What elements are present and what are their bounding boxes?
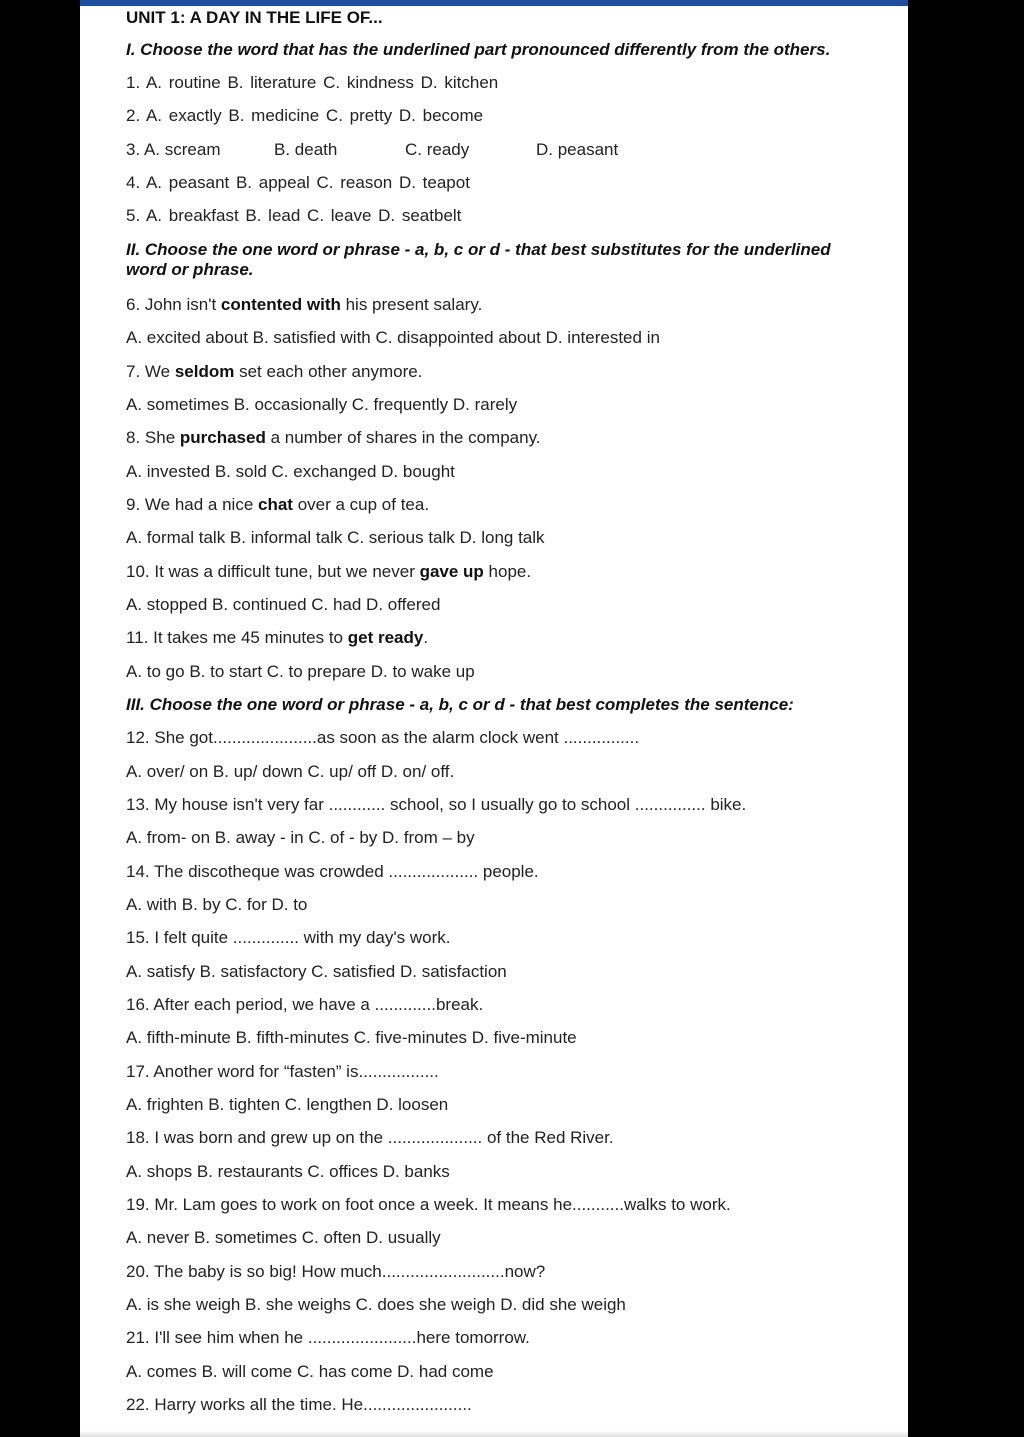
q10-key-phrase: gave up xyxy=(419,562,484,581)
q10-text-before: 10. It was a difficult tune, but we never xyxy=(126,562,420,581)
q8-key-phrase: purchased xyxy=(179,428,266,447)
q7-key-phrase: seldom xyxy=(174,362,235,381)
q3-option-d: D. peasant xyxy=(536,140,619,159)
answers-20: A. is she weigh B. she weighs C. does she weigh D. did she weigh xyxy=(126,1295,626,1314)
q6-text-after: his present salary. xyxy=(340,295,483,314)
answers-15: A. satisfy B. satisfactory C. satisfied D. satisfaction xyxy=(126,962,507,981)
question-22: 22. Harry works all the time. He....................... xyxy=(126,1395,472,1414)
q10-text-after: hope. xyxy=(483,562,532,581)
question-21: 21. I'll see him when he .......................here tomorrow. xyxy=(126,1328,530,1347)
answers-19: A. never B. sometimes C. often D. usually xyxy=(126,1228,441,1247)
q8-text-after: a number of shares in the company. xyxy=(265,428,541,447)
answers-18: A. shops B. restaurants C. offices D. banks xyxy=(126,1162,450,1181)
question-1: 1. A. routine B. literature C. kindness D. kitchen xyxy=(126,73,499,92)
question-8 xyxy=(126,428,541,448)
answers-12: A. over/ on B. up/ down C. up/ off D. on/ off. xyxy=(126,762,455,781)
answers-21: A. comes B. will come C. has come D. had come xyxy=(126,1362,494,1381)
answers-11: A. to go B. to start C. to prepare D. to wake up xyxy=(126,662,475,681)
question-10 xyxy=(126,562,531,582)
section-3-heading: III. Choose the one word or phrase - a, b, c or d - that best completes the sentence: xyxy=(126,695,794,714)
section-2-heading-line1: II. Choose the one word or phrase - a, b, c or d - that best substitutes for the underlined xyxy=(126,240,831,259)
question-12: 12. She got......................as soon as the alarm clock went ................ xyxy=(126,728,640,747)
q11-key-phrase: get ready xyxy=(347,628,424,647)
q3-option-a: 3. A. scream xyxy=(126,140,221,159)
q11-text-after: . xyxy=(423,628,429,647)
q3-option-c: C. ready xyxy=(405,140,470,159)
q6-key-phrase: contented with xyxy=(220,295,341,314)
question-17: 17. Another word for “fasten” is................. xyxy=(126,1062,439,1081)
q6-text-before: 6. John isn't xyxy=(126,295,221,314)
section-2-heading xyxy=(126,240,846,280)
question-3 xyxy=(126,140,618,160)
unit-title: UNIT 1: A DAY IN THE LIFE OF... xyxy=(126,8,383,27)
question-20: 20. The baby is so big! How much..........................now? xyxy=(126,1262,546,1281)
question-9 xyxy=(126,495,429,515)
answers-13: A. from- on B. away - in C. of - by D. from – by xyxy=(126,828,475,847)
answers-14: A. with B. by C. for D. to xyxy=(126,895,308,914)
question-15: 15. I felt quite .............. with my day's work. xyxy=(126,928,451,947)
answers-7: A. sometimes B. occasionally C. frequently D. rarely xyxy=(126,395,518,414)
q9-key-phrase: chat xyxy=(258,495,293,514)
answers-9: A. formal talk B. informal talk C. serious talk D. long talk xyxy=(126,528,545,547)
q9-text-before: 9. We had a nice xyxy=(126,495,258,514)
question-4: 4. A. peasant B. appeal C. reason D. teapot xyxy=(126,173,470,192)
answers-8: A. invested B. sold C. exchanged D. bought xyxy=(126,462,455,481)
question-14: 14. The discotheque was crowded ................... people. xyxy=(126,862,539,881)
answers-10: A. stopped B. continued C. had D. offered xyxy=(126,595,441,614)
q3-option-b: B. death xyxy=(274,140,338,159)
question-11 xyxy=(126,628,428,648)
answers-6: A. excited about B. satisfied with C. disappointed about D. interested in xyxy=(126,328,660,347)
question-2: 2. A. exactly B. medicine C. pretty D. become xyxy=(126,106,484,125)
worksheet-page[interactable] xyxy=(80,0,908,1437)
page-cutoff-edge xyxy=(80,1431,908,1437)
q7-text-before: 7. We xyxy=(126,362,175,381)
q8-text-before: 8. She xyxy=(126,428,180,447)
q9-text-after: over a cup of tea. xyxy=(292,495,430,514)
question-7 xyxy=(126,362,422,382)
question-19: 19. Mr. Lam goes to work on foot once a week. It means he...........walks to work. xyxy=(126,1195,731,1214)
question-6 xyxy=(126,295,482,315)
q7-text-after: set each other anymore. xyxy=(234,362,423,381)
answers-16: A. fifth-minute B. fifth-minutes C. five-minutes D. five-minute xyxy=(126,1028,577,1047)
question-16: 16. After each period, we have a .............break. xyxy=(126,995,484,1014)
q11-text-before: 11. It takes me 45 minutes to xyxy=(126,628,348,647)
question-18: 18. I was born and grew up on the .................... of the Red River. xyxy=(126,1128,614,1147)
question-5: 5. A. breakfast B. lead C. leave D. seatbelt xyxy=(126,206,462,225)
section-1-heading: I. Choose the word that has the underlined part pronounced differently from the others. xyxy=(126,40,831,59)
answers-17: A. frighten B. tighten C. lengthen D. loosen xyxy=(126,1095,449,1114)
page-top-border xyxy=(80,0,908,6)
section-2-heading-line2: word or phrase. xyxy=(126,260,254,279)
question-13: 13. My house isn't very far ............ school, so I usually go to school ............... bike. xyxy=(126,795,747,814)
